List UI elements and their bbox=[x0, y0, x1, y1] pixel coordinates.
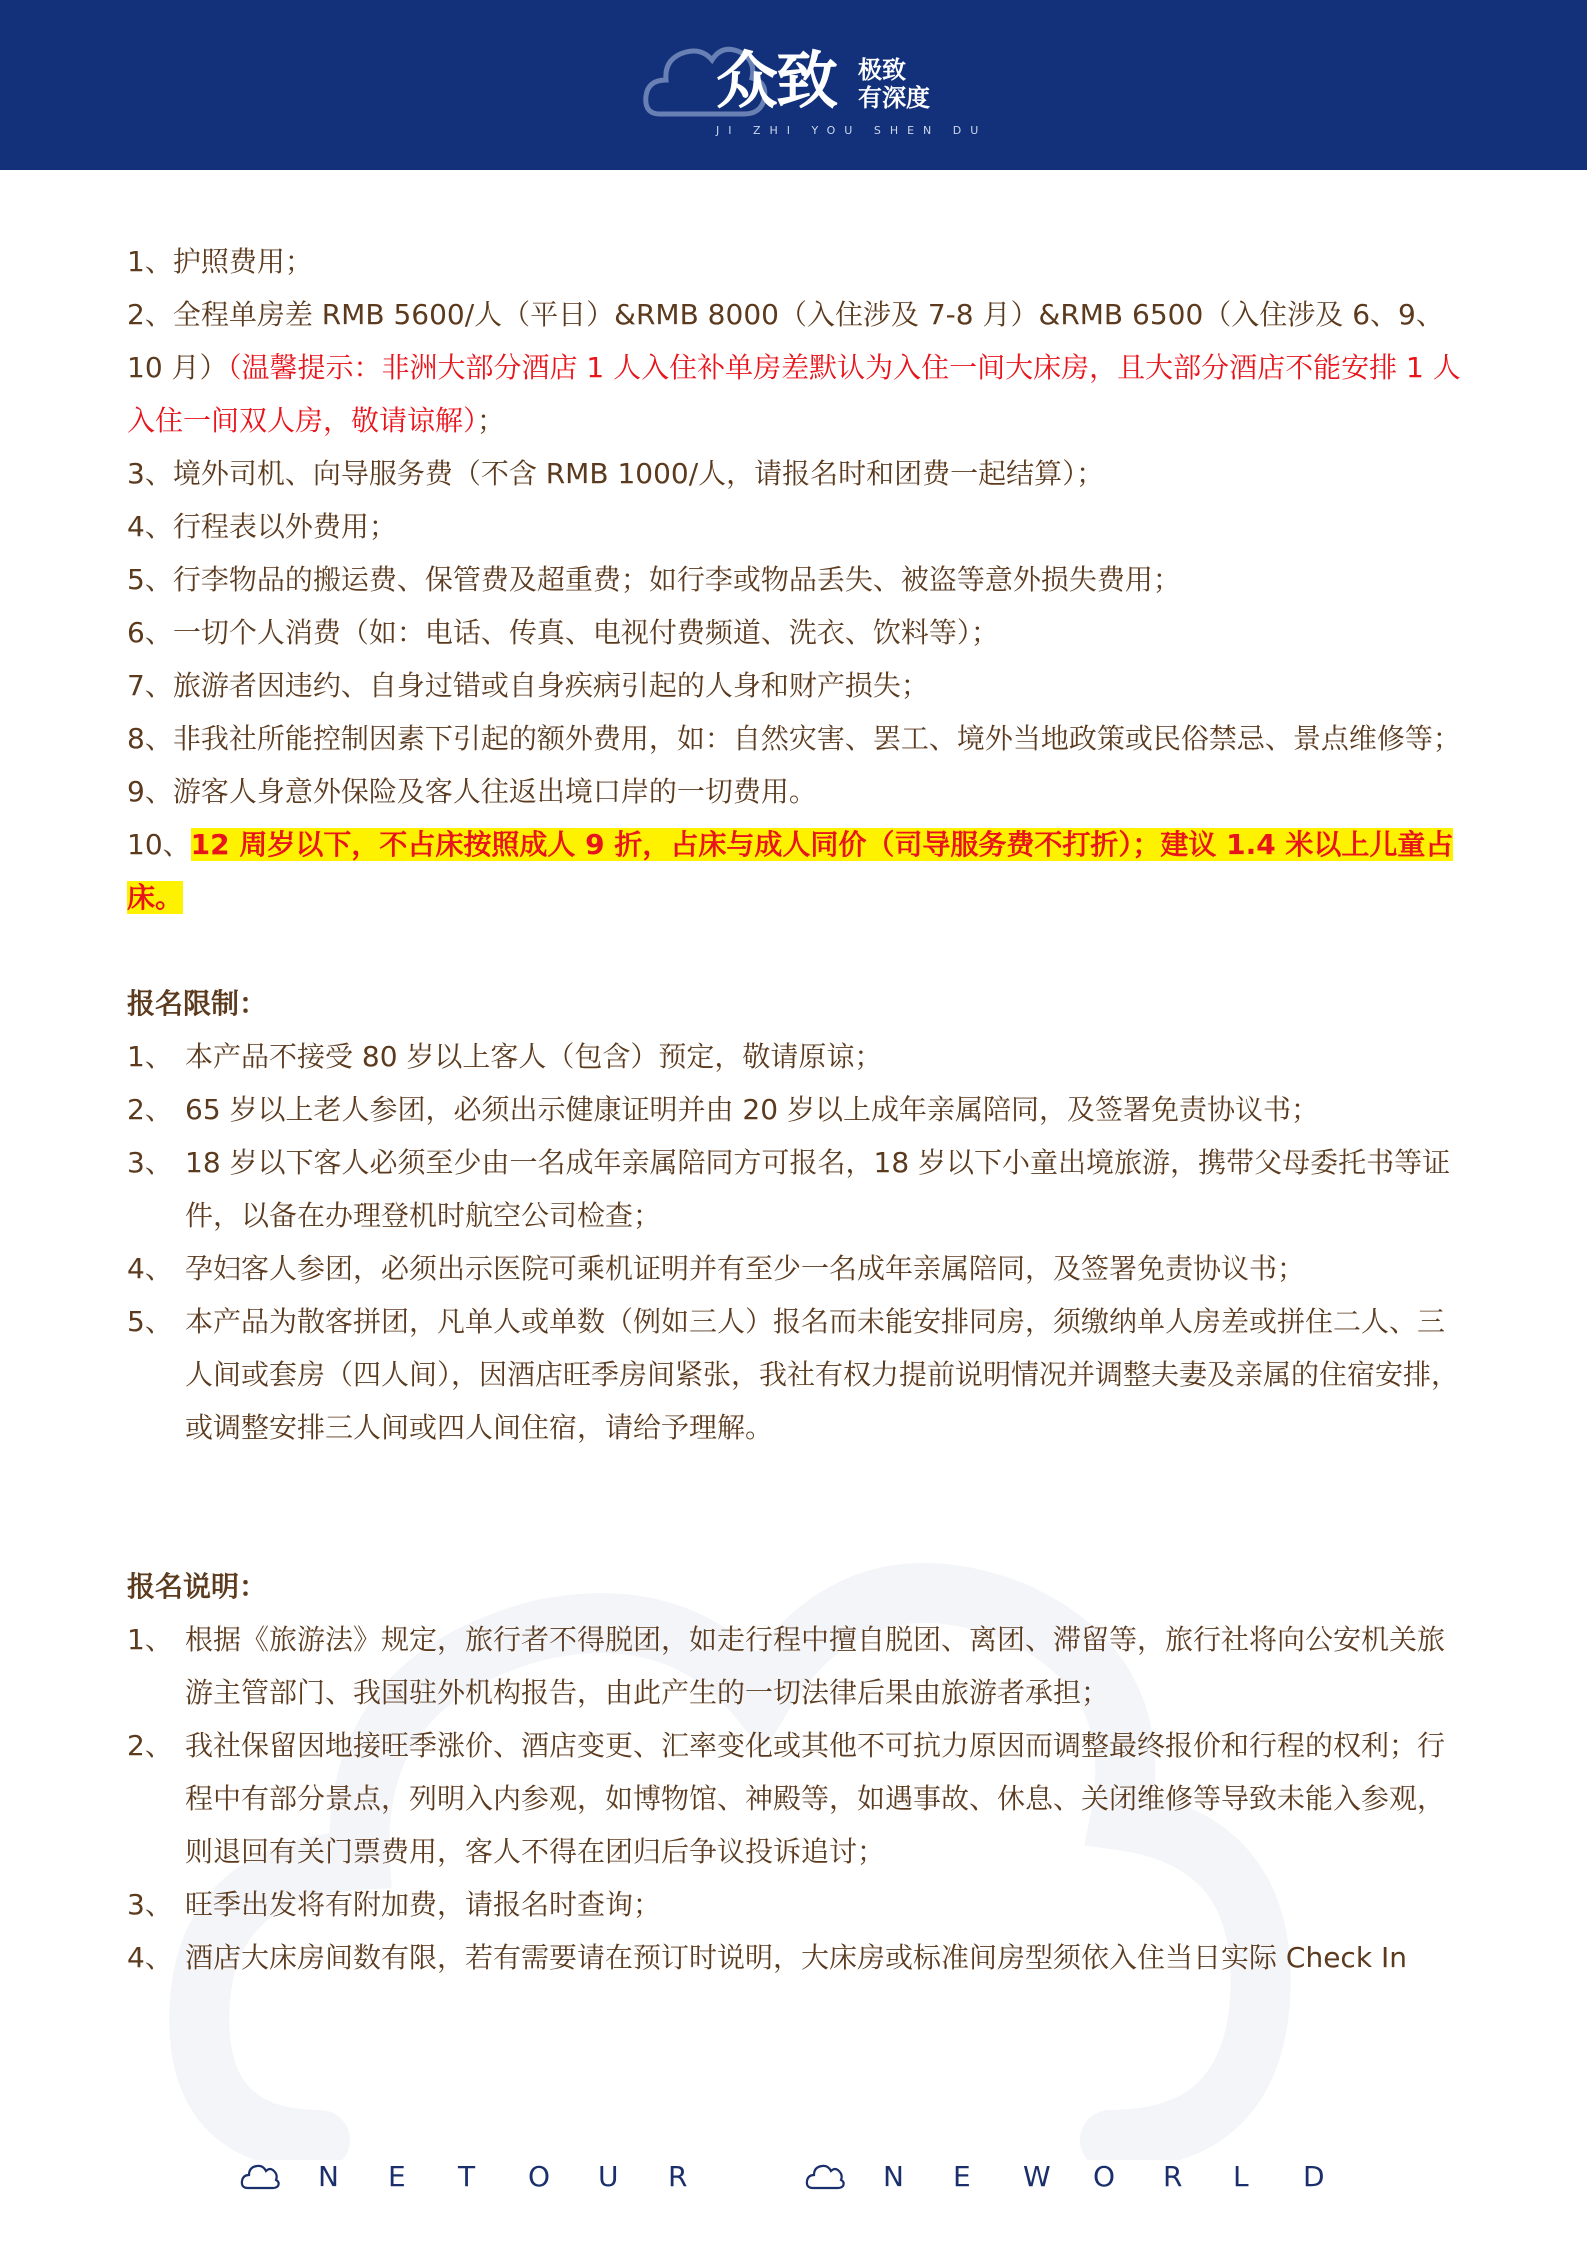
restriction-number: 2、 bbox=[127, 1093, 173, 1126]
fee-item-10-highlight: 12 周岁以下，不占床按照成人 9 折，占床与成人同价（司导服务费不打折）；建议 1.4 米以上儿童占床。 bbox=[127, 828, 1454, 914]
restriction-item bbox=[127, 1136, 1472, 1242]
restriction-text: 65 岁以上老人参团，必须出示健康证明并由 20 岁以上成年亲属陪同，及签署免责协议书； bbox=[185, 1093, 1319, 1126]
footer-letter: N bbox=[883, 2160, 904, 2193]
restriction-text: 本产品为散客拼团，凡单人或单数（例如三人）报名而未能安排同房，须缴纳单人房差或拼住二人、三人间或套房（四人间），因酒店旺季房间紧张，我社有权力提前说明情况并调整夫妻及亲属的住宿安排，或调整安排三人间或四人间住宿，请给予理解。 bbox=[185, 1305, 1460, 1444]
footer-letter: U bbox=[598, 2160, 619, 2193]
footer-letter: E bbox=[388, 2160, 406, 2193]
cloud-icon bbox=[240, 2162, 280, 2192]
instruction-text: 根据《旅游法》规定，旅行者不得脱团，如走行程中擅自脱团、离团、滞留等，旅行社将向公安机关旅游主管部门、我国驻外机构报告，由此产生的一切法律后果由旅游者承担； bbox=[185, 1623, 1446, 1709]
footer-letter: D bbox=[1303, 2160, 1325, 2193]
fee-item-7: 7、旅游者因违约、自身过错或自身疾病引起的人身和财产损失； bbox=[127, 669, 929, 702]
footer-letter: W bbox=[1023, 2160, 1051, 2193]
restriction-text: 本产品不接受 80 岁以上客人（包含）预定，敬请原谅； bbox=[185, 1040, 883, 1073]
footer-netour-text bbox=[318, 2160, 738, 2193]
instruction-text: 酒店大床房间数有限，若有需要请在预订时说明，大床房或标准间房型须依入住当日实际 Check In bbox=[185, 1941, 1407, 1974]
footer-letter: O bbox=[528, 2160, 551, 2193]
instruction-text: 旺季出发将有附加费，请报名时查询； bbox=[185, 1888, 662, 1921]
instruction-item bbox=[127, 1931, 1472, 1984]
fee-item-10 bbox=[127, 818, 1472, 924]
fee-item-4: 4、行程表以外费用； bbox=[127, 510, 397, 543]
cloud-icon bbox=[805, 2162, 845, 2192]
logo-slogan bbox=[858, 56, 948, 112]
restriction-item bbox=[127, 1242, 1472, 1295]
footer-neworld-text bbox=[883, 2160, 1373, 2193]
instruction-item bbox=[127, 1878, 1472, 1931]
instruction-text: 我社保留因地接旺季涨价、酒店变更、汇率变化或其他不可抗力原因而调整最终报价和行程的权利；行程中有部分景点，列明入内参观，如博物馆、神殿等，如遇事故、休息、关闭维修等导致未能入参观，则退回有关门票费用，客人不得在团归后争议投诉追讨； bbox=[185, 1729, 1446, 1868]
restrictions-heading: 报名限制： bbox=[127, 987, 268, 1020]
document-body bbox=[127, 235, 1472, 1984]
fee-item-2 bbox=[127, 288, 1472, 447]
footer-letter: L bbox=[1233, 2160, 1249, 2193]
restriction-item bbox=[127, 1083, 1472, 1136]
fee-item-2-text: 2、全程单房差 RMB 5600/人（平日）&RMB 8000（入住涉及 7-8 月）&RMB 6500（入住涉及 6、9、10 月） bbox=[127, 298, 1444, 384]
fee-item-10-number: 10、 bbox=[127, 828, 191, 861]
fee-item-2-note: （温馨提示：非洲大部分酒店 1 人入住补单房差默认为入住一间大床房，且大部分酒店不能安排 1 人入住一间双人房，敬请谅解） bbox=[127, 351, 1461, 437]
logo-slogan-line2: 有深度 bbox=[858, 84, 930, 112]
logo-main-text: 众致 bbox=[716, 44, 837, 117]
footer-letter: T bbox=[458, 2160, 476, 2193]
fee-item-1: 1、护照费用； bbox=[127, 245, 313, 278]
fee-item-5: 5、行李物品的搬运费、保管费及超重费；如行李或物品丢失、被盗等意外损失费用； bbox=[127, 563, 1181, 596]
fee-item-8: 8、非我社所能控制因素下引起的额外费用，如：自然灾害、罢工、境外当地政策或民俗禁忌、景点维修等； bbox=[127, 722, 1461, 755]
logo-slogan-line1: 极致 bbox=[858, 56, 906, 84]
footer-letter: R bbox=[1163, 2160, 1183, 2193]
footer-letter: O bbox=[1093, 2160, 1116, 2193]
footer-letter: R bbox=[668, 2160, 688, 2193]
instruction-number: 4、 bbox=[127, 1941, 173, 1974]
page-header bbox=[0, 0, 1587, 170]
restriction-text: 孕妇客人参团，必须出示医院可乘机证明并有至少一名成年亲属陪同，及签署免责协议书； bbox=[185, 1252, 1306, 1285]
footer-letter: N bbox=[318, 2160, 339, 2193]
restriction-item bbox=[127, 1030, 1472, 1083]
restriction-text: 18 岁以下客人必须至少由一名成年亲属陪同方可报名，18 岁以下小童出境旅游，携带父母委托书等证件，以备在办理登机时航空公司检查； bbox=[185, 1146, 1451, 1232]
page-footer bbox=[0, 2150, 1587, 2210]
restriction-item bbox=[127, 1295, 1472, 1454]
instruction-item bbox=[127, 1613, 1472, 1719]
restriction-number: 4、 bbox=[127, 1252, 173, 1285]
restriction-number: 5、 bbox=[127, 1305, 173, 1338]
restriction-number: 3、 bbox=[127, 1146, 173, 1179]
instructions-heading: 报名说明： bbox=[127, 1570, 268, 1603]
brand-logo bbox=[640, 22, 988, 152]
instruction-item bbox=[127, 1719, 1472, 1878]
footer-letter: E bbox=[953, 2160, 971, 2193]
fee-item-3: 3、境外司机、向导服务费（不含 RMB 1000/人，请报名时和团费一起结算）； bbox=[127, 457, 1105, 490]
instruction-number: 3、 bbox=[127, 1888, 173, 1921]
instruction-number: 2、 bbox=[127, 1729, 173, 1762]
logo-pinyin: JI ZHI YOU SHEN DU bbox=[716, 124, 988, 137]
fee-item-6: 6、一切个人消费（如：电话、传真、电视付费频道、洗衣、饮料等）； bbox=[127, 616, 999, 649]
restriction-number: 1、 bbox=[127, 1040, 173, 1073]
fee-item-2-end: ； bbox=[477, 404, 506, 437]
fee-item-9: 9、游客人身意外保险及客人往返出境口岸的一切费用。 bbox=[127, 775, 817, 808]
instruction-number: 1、 bbox=[127, 1623, 173, 1656]
